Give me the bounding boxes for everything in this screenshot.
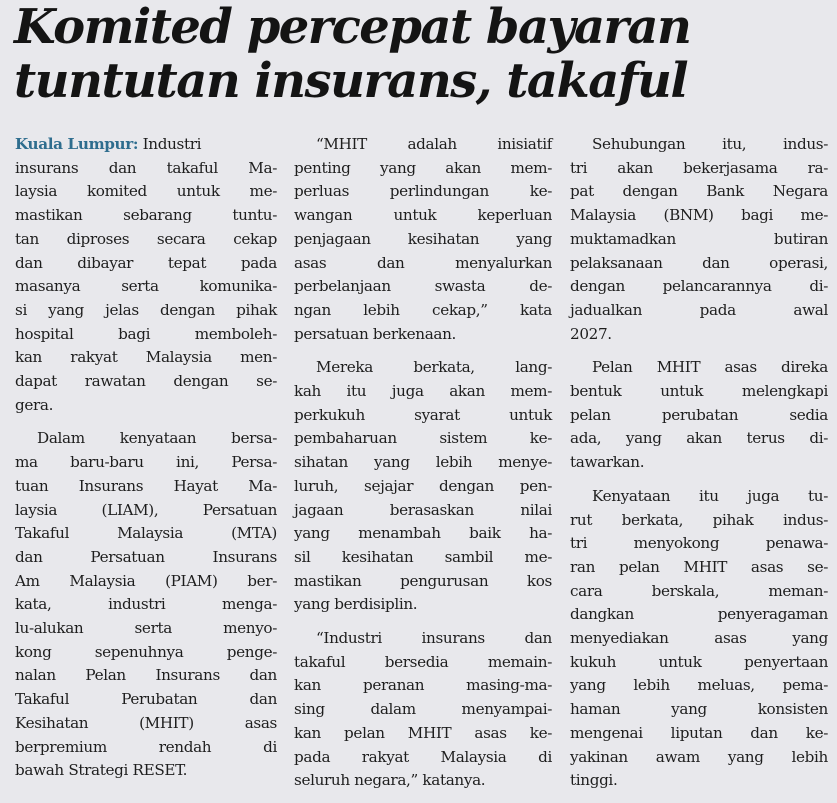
text-line: pembaharuan sistem ke- [294, 429, 552, 448]
text-line: Sehubungan itu, indus- [592, 135, 828, 153]
text-line: kan peranan masing-ma- [294, 676, 552, 695]
text-line: “MHIT adalah inisiatif [316, 135, 552, 153]
text-line: tinggi. [570, 771, 618, 790]
text-line: jagaan berasaskan nilai [294, 500, 552, 519]
text-line: seluruh negara,” katanya. [294, 771, 486, 790]
paragraph [294, 356, 552, 617]
text-line: sil kesihatan sambil me- [294, 547, 552, 566]
text-line: “Industri insurans dan [316, 629, 552, 648]
text-line: mastikan sebarang tuntu- [15, 206, 277, 225]
text-line: tuan Insurans Hayat Ma- [15, 476, 277, 495]
text-line: 2027. [570, 324, 612, 343]
text-line: lu-alukan serta menyo- [15, 619, 277, 638]
text-line: tri menyokong penawa- [570, 534, 828, 553]
text-line: asas dan menyalurkan [294, 253, 552, 272]
text-line: ada, yang akan terus di- [570, 429, 828, 448]
text-line: kong sepenuhnya penge- [15, 642, 277, 661]
text-line: cara berskala, meman- [570, 581, 828, 600]
text-line: jadualkan pada awal [570, 300, 828, 319]
paragraph [570, 133, 828, 346]
text-line: yang menambah baik ha- [294, 524, 552, 543]
text-line: gera. [15, 395, 54, 414]
text-line: hospital bagi memboleh- [15, 324, 277, 343]
text-line: tri akan bekerjasama ra- [570, 158, 828, 177]
text-line: bawah Strategi RESET. [15, 761, 188, 780]
text-line: yakinan awam yang lebih [570, 747, 828, 766]
column-2 [294, 133, 552, 803]
headline-line-2: tuntutan insurans, takaful [14, 53, 688, 109]
text-line: Dalam kenyataan bersa- [37, 429, 277, 448]
text-line: ran pelan MHIT asas se- [570, 557, 828, 576]
text-line: takaful bersedia memain- [294, 652, 552, 671]
text-line: Takaful Malaysia (MTA) [15, 524, 277, 543]
paragraph [15, 427, 277, 783]
text-line: laysia (LIAM), Persatuan [15, 500, 277, 519]
text-line: luruh, sejajar dengan pen- [294, 476, 552, 495]
text-line: penjagaan kesihatan yang [294, 229, 552, 248]
text-line: kah itu juga akan mem- [294, 382, 552, 401]
text-line: pelan perubatan sedia [570, 405, 828, 424]
text-line [15, 133, 277, 157]
text-line: ma baru-baru ini, Persa- [15, 453, 277, 472]
text-line: wangan untuk keperluan [294, 206, 552, 225]
paragraph [570, 356, 828, 475]
text-line: masanya serta komunika- [15, 277, 277, 296]
column-3 [570, 133, 828, 803]
text-line: haman yang konsisten [570, 700, 828, 719]
paragraph [294, 627, 552, 793]
text-line: kan pelan MHIT asas ke- [294, 723, 552, 742]
text-line: yang lebih meluas, pema- [570, 676, 828, 695]
text-line: perbelanjaan swasta de- [294, 277, 552, 296]
text-line: insurans dan takaful Ma- [15, 158, 277, 177]
text-line: Malaysia (BNM) bagi me- [570, 206, 828, 225]
text-line: rut berkata, pihak indus- [570, 510, 828, 529]
text-line: mastikan pengurusan kos [294, 571, 552, 590]
paragraph [294, 133, 552, 346]
text-line: dan Persatuan Insurans [15, 547, 277, 566]
text-line: laysia komited untuk me- [15, 182, 277, 201]
text-line: tawarkan. [570, 453, 645, 472]
text-line: berpremium rendah di [15, 737, 277, 756]
text-line: perkukuh syarat untuk [294, 405, 552, 424]
text-line: dan dibayar tepat pada [15, 253, 277, 272]
text-line: Takaful Perubatan dan [15, 690, 277, 709]
text-line: menyediakan asas yang [570, 629, 828, 648]
text-line: dapat rawatan dengan se- [15, 372, 277, 391]
headline [14, 0, 829, 108]
text-line: pada rakyat Malaysia di [294, 747, 552, 766]
text-line: sihatan yang lebih menye- [294, 453, 552, 472]
text-line: pat dengan Bank Negara [570, 182, 828, 201]
text-line: nalan Pelan Insurans dan [15, 666, 277, 685]
text-line: yang berdisiplin. [294, 595, 418, 614]
text-line: Kenyataan itu juga tu- [592, 486, 828, 505]
text-line: tan diproses secara cekap [15, 229, 277, 248]
paragraph [570, 485, 828, 793]
text-line: pelaksanaan dan operasi, [570, 253, 828, 272]
text-line: Am Malaysia (PIAM) ber- [15, 571, 277, 590]
text-line: Kesihatan (MHIT) asas [15, 713, 277, 732]
text-line: kukuh untuk penyertaan [570, 652, 828, 671]
text-line: dangkan penyeragaman [570, 605, 828, 624]
text-line: muktamadkan butiran [570, 229, 828, 248]
text-line: si yang jelas dengan pihak [15, 300, 277, 319]
text-line: kan rakyat Malaysia men- [15, 348, 277, 367]
text-line: mengenai liputan dan ke- [570, 723, 828, 742]
text-line: penting yang akan mem- [294, 158, 552, 177]
text-line: perluas perlindungan ke- [294, 182, 552, 201]
text-line: persatuan berkenaan. [294, 324, 457, 343]
text-line-rest: Industri [142, 135, 202, 153]
paragraph [15, 133, 277, 417]
text-line: dengan pelancarannya di- [570, 277, 828, 296]
dateline: Kuala Lumpur: [15, 135, 139, 153]
column-1 [15, 133, 277, 793]
text-line: sing dalam menyampai- [294, 700, 552, 719]
text-line: ngan lebih cekap,” kata [294, 300, 552, 319]
text-line: kata, industri menga- [15, 595, 277, 614]
headline-line-1: Komited percepat bayaran [14, 0, 691, 55]
text-line: bentuk untuk melengkapi [570, 382, 828, 401]
text-line: Pelan MHIT asas direka [592, 358, 828, 377]
text-line: Mereka berkata, lang- [316, 358, 552, 377]
